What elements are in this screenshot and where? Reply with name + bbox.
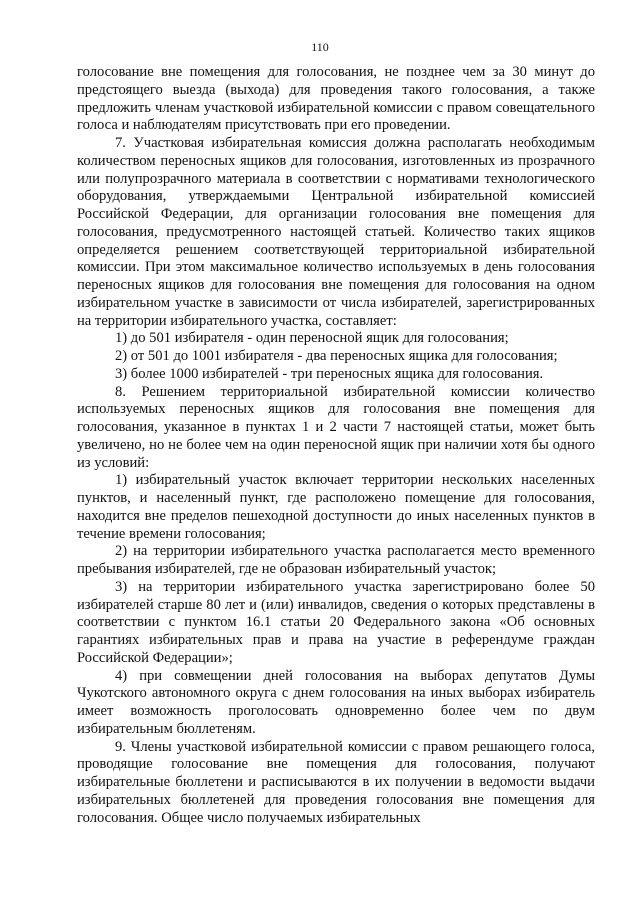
paragraph-item-9: 9. Члены участковой избирательной комиссии с правом решающего голоса, проводящие голосование вне помещения для голосования, получают избирательные бюллетени и расписываются в их получении в ведомости выдачи избирательных бюллетеней для проведения голосования вне помещения для голосования. Общее число получаемых избирательных: [77, 738, 595, 826]
list-item: 4) при совмещении дней голосования на выборах депутатов Думы Чукотского автономного округа с днем голосования на иных выборах избиратель имеет возможность проголосовать одновременно более чем по двум избирательным бюллетеням.: [77, 667, 595, 737]
list-item: 2) на территории избирательного участка располагается место временного пребывания избирателей, где не образован избирательный участок;: [77, 543, 595, 577]
list-item: 1) избирательный участок включает территории нескольких населенных пунктов, и населенный пункт, где расположено помещение для голосования, находится вне пределов пешеходной доступности до иных населенных пунктов в течение времени голосования;: [77, 472, 595, 542]
paragraph-item-7: 7. Участковая избирательная комиссия должна располагать необходимым количеством переносных ящиков для голосования, изготовленных из прозрачного или полупрозрачного материала в соответствии с нормативами технологического оборудования, утверждаемыми Центральной избирательной комиссией Российской Федерации, для организации голосования вне помещения для голосования, предусмотренного настоящей статьей. Количество таких ящиков определяется решением соответствующей территориальной избирательной комиссии. При этом максимальное количество используемых в день голосования переносных ящиков для голосования вне помещения для голосования на одном избирательном участке в зависимости от числа избирателей, зарегистрированных на территории избирательного участка, составляет:: [77, 135, 595, 329]
paragraph-item-8: 8. Решением территориальной избирательной комиссии количество используемых переносных ящиков для голосования вне помещения для голосования, указанное в пунктах 1 и 2 части 7 настоящей статьи, может быть увеличено, но не более чем на один переносной ящик при наличии хотя бы одного из условий:: [77, 383, 595, 471]
list-item: 3) более 1000 избирателей - три переносных ящика для голосования.: [115, 365, 544, 382]
page-number: 110: [311, 40, 329, 54]
list-item: 3) на территории избирательного участка зарегистрировано более 50 избирателей старше 80 лет и (или) инвалидов, сведения о которых представлены в соответствии с пунктом 16.1 статьи 20 Федерального закона «Об основных гарантиях избирательных прав и права на участие в референдуме граждан Российской Федерации»;: [77, 578, 595, 666]
list-item: 1) до 501 избирателя - один переносной ящик для голосования;: [115, 330, 509, 347]
list-item: 2) от 501 до 1001 избирателя - два переносных ящика для голосования;: [115, 348, 558, 364]
paragraph-continuation: голосование вне помещения для голосования, не позднее чем за 30 минут до предстоящего выезда (выхода) для проведения такого голосования, а также предложить членам участковой избирательной комиссии с правом совещательного голоса и наблюдателям присутствовать при его проведении.: [77, 64, 595, 134]
document-body: [77, 64, 595, 827]
